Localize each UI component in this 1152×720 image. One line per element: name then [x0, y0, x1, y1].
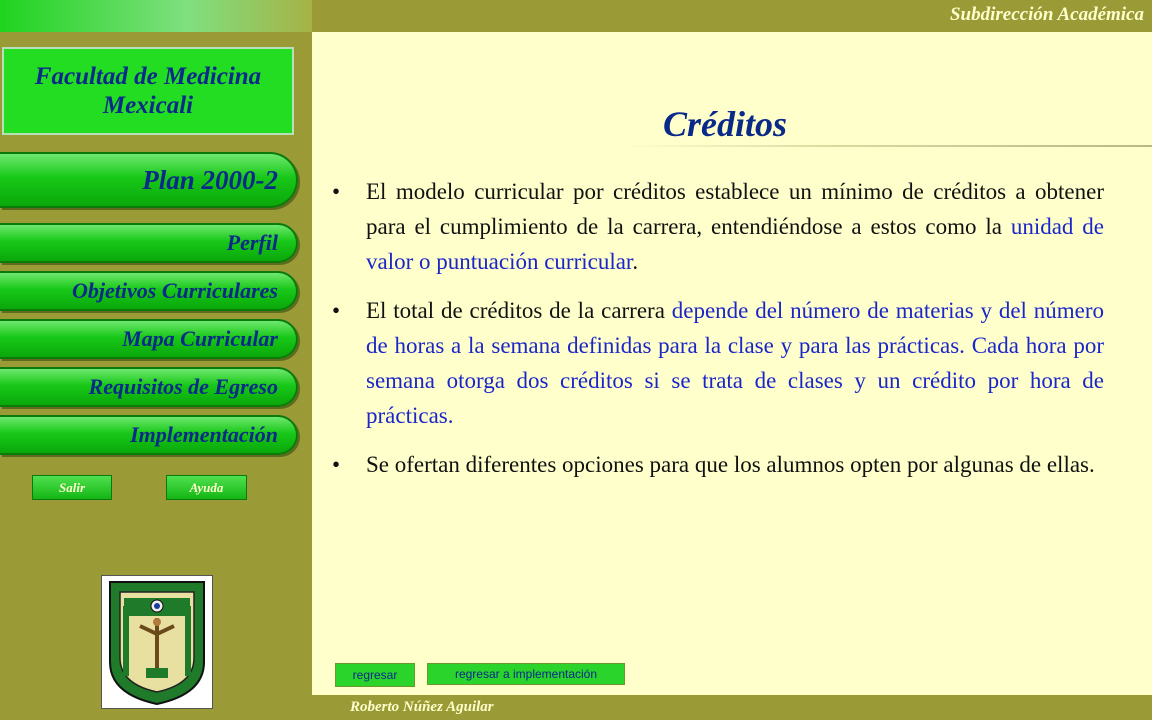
bullet-text: Se ofertan diferentes opciones para que los alumnos opten por algunas de ellas. — [366, 452, 1095, 477]
exit-button[interactable]: Salir — [32, 475, 112, 500]
university-crest-logo — [101, 575, 213, 709]
header-title: Subdirección Académica — [949, 4, 1144, 25]
crest-icon — [102, 576, 212, 708]
bullet-highlight: depende del número de materias y del número de horas a la semana definidas para la clase y para las prácticas. Cada hora por semana otorga dos créditos si se trata de clases y un crédito por hora de prácticas. — [366, 298, 1104, 428]
bullet-icon: • — [332, 452, 341, 477]
sidebar-item-perfil[interactable] — [0, 223, 298, 263]
sidebar-item-implementacion[interactable] — [0, 415, 298, 455]
bullet-icon: • — [332, 298, 341, 323]
bullet-highlight: unidad de valor o puntuación curricular — [366, 214, 1104, 274]
bullet-icon: • — [332, 179, 341, 204]
sidebar-item-label: Mapa Curricular — [122, 326, 278, 351]
sidebar-item-mapa[interactable] — [0, 319, 298, 359]
sidebar-item-label: Perfil — [226, 230, 278, 255]
sidebar-item-requisitos[interactable] — [0, 367, 298, 407]
faculty-name: Facultad de Medicina — [34, 63, 262, 90]
plan-button[interactable] — [0, 152, 298, 208]
sidebar-item-label: Implementación — [130, 422, 278, 447]
sidebar-item-label: Objetivos Curriculares — [72, 278, 278, 303]
back-button[interactable]: regresar — [335, 663, 415, 687]
bullet-text: El total de créditos de la carrera — [366, 298, 672, 323]
header-accent-bar — [0, 0, 312, 32]
page-title: Créditos — [663, 104, 788, 144]
content-panel — [312, 32, 1152, 695]
bullet-text-end: . — [632, 249, 639, 274]
back-to-implementation-button[interactable]: regresar a implementación — [427, 663, 625, 685]
sidebar-item-objetivos[interactable] — [0, 271, 298, 311]
bullet-list — [328, 174, 1104, 496]
faculty-campus: Mexicali — [102, 92, 194, 119]
bullet-item — [328, 447, 1104, 482]
bullet-item — [328, 174, 1104, 279]
plan-label: Plan 2000-2 — [142, 164, 278, 195]
sidebar-item-label: Requisitos de Egreso — [88, 374, 278, 399]
title-divider — [623, 145, 1152, 147]
footer-author: Roberto Núñez Aguilar — [350, 699, 494, 715]
help-button[interactable]: Ayuda — [166, 475, 247, 500]
faculty-box — [2, 47, 294, 135]
bullet-item — [328, 293, 1104, 433]
bullet-text: El modelo curricular por créditos establece un mínimo de créditos a obtener para el cumplimiento de la carrera, entendiéndose a estos como la — [366, 179, 1104, 239]
